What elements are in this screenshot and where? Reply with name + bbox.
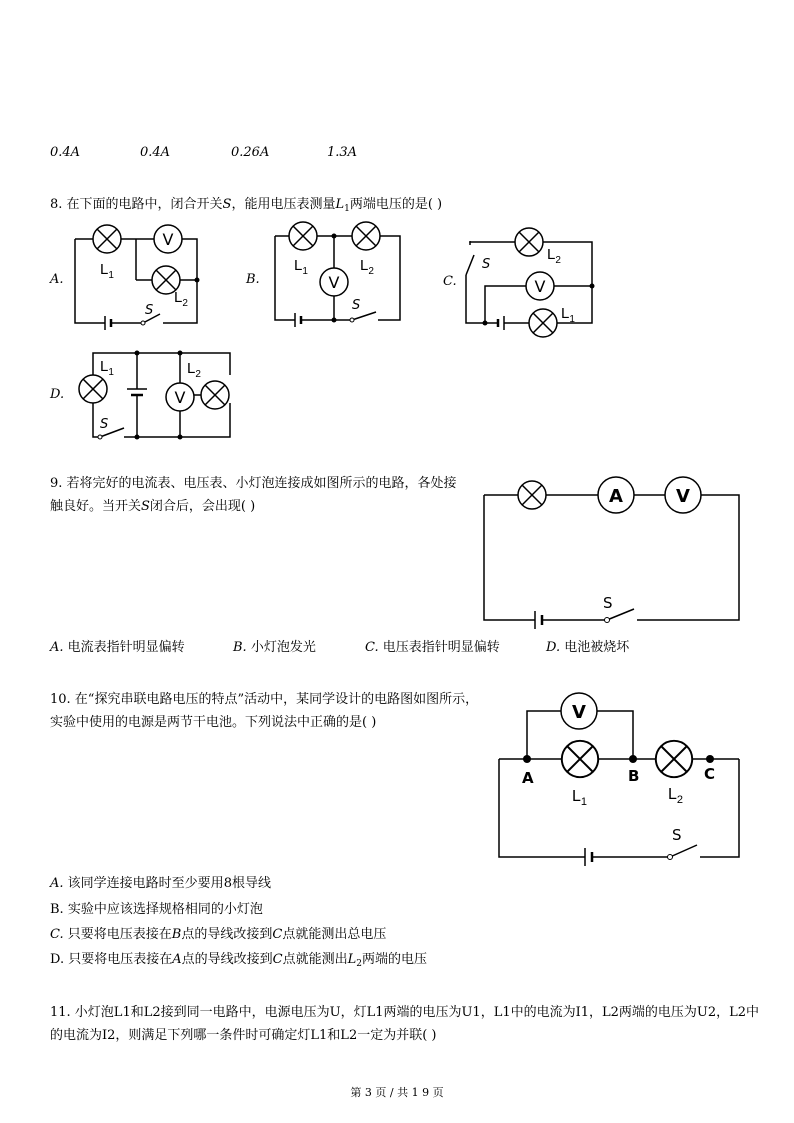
q9-option-a-letter: A.: [50, 640, 64, 655]
voltmeter-icon: [154, 225, 182, 253]
q10-option-a-letter: A.: [50, 876, 64, 891]
junction-dot: [706, 755, 714, 763]
switch-label: S: [482, 257, 491, 272]
junction-dot: [178, 351, 183, 356]
switch-contact: [141, 321, 145, 325]
q10-option-d-letter: D.: [50, 952, 65, 967]
q9-option-b-letter: B.: [233, 640, 247, 655]
q9-option-c: [365, 638, 500, 658]
lamp-icon: [518, 481, 546, 509]
ammeter-icon: [598, 477, 634, 513]
lamp-icon: [93, 225, 121, 253]
lamp-icon: [515, 228, 543, 256]
lamp-icon: [79, 375, 107, 403]
question-11-line-2: 的电流为I2，则满足下列哪一条件时可确定灯L1和L2一定为并联( ): [50, 1028, 437, 1043]
switch-label: S: [352, 298, 361, 313]
option-value-a: 0.4A: [50, 145, 81, 160]
svg-text:V: V: [676, 486, 690, 507]
junction-dot: [590, 284, 595, 289]
lamp-l2-label: $L_2$: [174, 289, 188, 309]
q10-option-d-point-c: C: [272, 952, 283, 967]
q8-lamp-sub: 1: [344, 204, 350, 214]
voltmeter-icon: [320, 268, 348, 296]
q10-option-c: [50, 925, 386, 945]
switch-label: S: [100, 417, 109, 432]
svg-text:A: A: [609, 486, 623, 507]
point-a-label: A: [522, 769, 534, 787]
point-c-label: C: [704, 765, 716, 783]
q8-prefix: 8. 在下面的电路中，闭合开关: [50, 197, 223, 212]
q9-option-d-text: 电池被烧坏: [564, 640, 630, 655]
question-11-line-1: 11. 小灯泡L1和L2接到同一电路中，电源电压为U，灯L1两端的电压为U1，L1中的电流为I1，L2两端的电压为U2，L2中: [50, 1005, 760, 1020]
q10-option-a-text-1: 该同学连接电路时至少要用: [67, 876, 224, 891]
q8-option-d-label: D.: [50, 387, 65, 402]
q10-option-a: [50, 874, 271, 894]
option-value-c: 0.26A: [231, 145, 270, 160]
lamp-l2-label: $L_2$: [668, 786, 684, 806]
voltmeter-icon: [665, 477, 701, 513]
page-footer: 第 3 页 / 共 1 9 页: [350, 1086, 444, 1099]
svg-text:V: V: [162, 230, 174, 249]
q8-lamp-symbol: L: [335, 197, 345, 212]
q10-option-d: [50, 950, 427, 971]
junction-dot: [135, 351, 140, 356]
q9-option-b: [233, 638, 316, 658]
q8-option-b-label: B.: [246, 272, 260, 287]
q9-option-d: [546, 638, 629, 658]
lamp-l1-label: $L_1$: [100, 358, 114, 378]
junction-dot: [629, 755, 637, 763]
q10-option-c-text-1: 只要将电压表接在: [67, 927, 172, 942]
lamp-l2-label: $L_2$: [547, 246, 561, 266]
q8-option-c-label: C.: [443, 274, 457, 289]
q10-option-c-text-2: 点的导线改接到: [181, 927, 273, 942]
junction-dot: [332, 318, 337, 323]
q10-option-a-number: 8: [223, 876, 232, 891]
q9-option-b-text: 小灯泡发光: [250, 640, 316, 655]
q10-option-c-text-3: 点就能测出总电压: [282, 927, 387, 942]
question-9-line-1: 9. 若将完好的电流表、电压表、小灯泡连接成如图所示的电路，各处接: [50, 476, 457, 491]
svg-text:V: V: [572, 702, 586, 723]
q10-option-a-text-2: 根导线: [231, 876, 271, 891]
q9-option-d-letter: D.: [546, 640, 561, 655]
q8-suffix: 两端电压的是( ): [349, 197, 443, 212]
q10-option-c-point-c: C: [272, 927, 283, 942]
q8-switch-symbol: S: [222, 197, 232, 212]
point-b-label: B: [628, 767, 640, 785]
circuit-q10: [499, 711, 739, 866]
junction-dot: [178, 435, 183, 440]
question-10-line-1: 10. 在“探究串联电路电压的特点”活动中，某同学设计的电路图如图所示，: [50, 692, 479, 707]
q8-mid: ，能用电压表测量: [231, 197, 336, 212]
q10-option-b-text: 实验中应该选择规格相同的小灯泡: [67, 902, 263, 917]
voltmeter-icon: [561, 693, 597, 729]
svg-text:V: V: [534, 277, 546, 296]
junction-dot: [332, 234, 337, 239]
q10-option-c-letter: C.: [50, 927, 64, 942]
switch-contact: [350, 318, 354, 322]
q9-option-c-text: 电压表指针明显偏转: [382, 640, 500, 655]
lamp-l1-label: $L_1$: [294, 257, 308, 277]
option-value-b: 0.4A: [140, 145, 171, 160]
q10-option-d-text-2: 点的导线改接到: [181, 952, 273, 967]
q10-option-d-text-3: 点就能测出: [282, 952, 348, 967]
voltmeter-icon: [526, 272, 554, 300]
question-9-line-2: [50, 497, 255, 517]
q10-option-d-lamp: L: [347, 952, 357, 967]
lamp-icon: [562, 741, 598, 777]
q9-line2-a: 触良好。当开关: [50, 499, 142, 514]
switch-contact: [98, 435, 102, 439]
junction-dot: [195, 278, 200, 283]
junction-dot: [523, 755, 531, 763]
junction-dot: [135, 435, 140, 440]
lamp-icon: [289, 222, 317, 250]
q10-option-d-lamp-sub: 2: [356, 959, 362, 969]
q10-option-d-text-4: 两端的电压: [362, 952, 428, 967]
q9-option-a: [50, 638, 185, 658]
switch-label: S: [672, 826, 682, 844]
lamp-l2-label: $L_2$: [187, 360, 201, 380]
svg-text:V: V: [174, 388, 186, 407]
q10-option-b-letter: B.: [50, 902, 64, 917]
lamp-l1-label: $L_1$: [100, 261, 114, 281]
q10-option-d-text-1: 只要将电压表接在: [68, 952, 173, 967]
lamp-icon: [529, 309, 557, 337]
question-10-line-2: 实验中使用的电源是两节干电池。下列说法中正确的是( ): [50, 715, 377, 730]
svg-text:V: V: [328, 273, 340, 292]
q10-option-d-point-a: A: [172, 952, 182, 967]
lamp-icon: [352, 222, 380, 250]
lamp-l1-label: $L_1$: [561, 305, 575, 325]
lamp-l1-label: $L_1$: [572, 788, 588, 808]
q10-option-c-point-b: B: [171, 927, 182, 942]
q9-option-c-letter: C.: [365, 640, 379, 655]
option-value-d: 1.3A: [327, 145, 358, 160]
q9-option-a-text: 电流表指针明显偏转: [67, 640, 185, 655]
switch-contact: [605, 618, 610, 623]
voltmeter-icon: [166, 383, 194, 411]
switch-contact: [668, 855, 673, 860]
switch-label: S: [145, 303, 154, 318]
junction-dot: [483, 321, 488, 326]
lamp-l2-label: $L_2$: [360, 257, 374, 277]
switch-label: S: [603, 594, 613, 612]
q10-option-b: [50, 900, 263, 920]
q8-option-a-label: A.: [50, 272, 64, 287]
q9-line2-b: 闭合后，会出现( ): [149, 499, 256, 514]
lamp-icon: [656, 741, 692, 777]
lamp-icon: [201, 381, 229, 409]
q9-switch-symbol: S: [141, 499, 150, 514]
